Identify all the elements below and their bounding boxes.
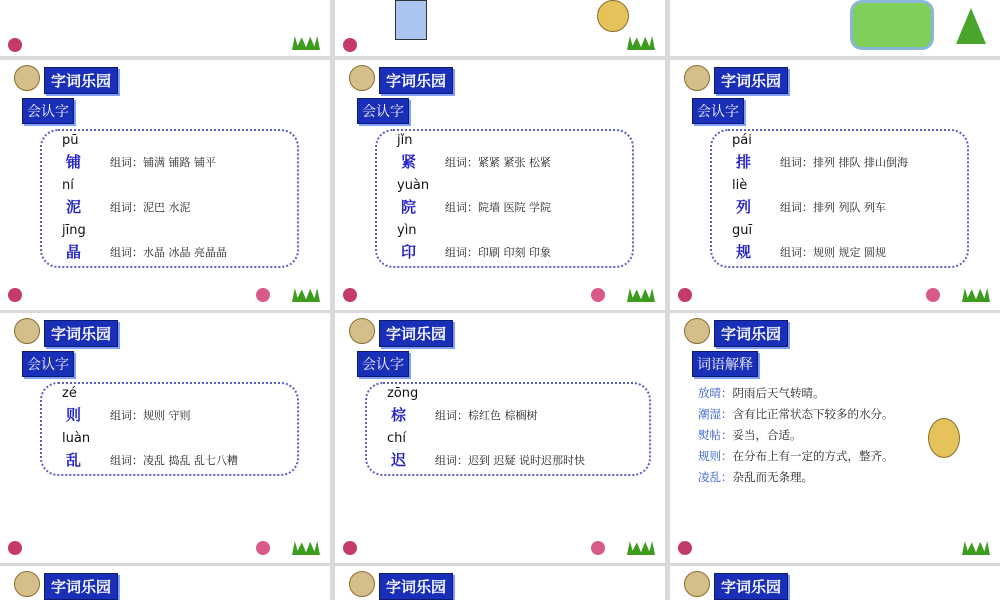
definition-item bbox=[698, 404, 894, 425]
character: 排 bbox=[736, 153, 752, 171]
character: 迟 bbox=[391, 451, 407, 469]
character-row bbox=[712, 221, 967, 266]
word-group: 组词：紧紧 紧张 松紧 bbox=[445, 156, 551, 169]
flower-icon bbox=[343, 38, 357, 52]
character-panel bbox=[40, 129, 299, 268]
slide-renzi-3[interactable] bbox=[670, 60, 1000, 310]
definition-item bbox=[698, 467, 894, 488]
character-panel bbox=[40, 382, 299, 476]
term: 放晴： bbox=[698, 386, 733, 400]
pinyin: yuàn bbox=[397, 178, 430, 193]
definition: 阴雨后天气转晴。 bbox=[732, 386, 825, 400]
flower-icon bbox=[8, 38, 22, 52]
character-row bbox=[377, 131, 632, 176]
word-group: 组词：规则 守则 bbox=[110, 409, 191, 422]
character-panel bbox=[710, 129, 969, 268]
character-row bbox=[377, 176, 632, 221]
grass-icon bbox=[627, 36, 655, 50]
character: 棕 bbox=[391, 406, 407, 424]
pinyin: chí bbox=[387, 431, 406, 446]
snail-icon bbox=[349, 318, 375, 344]
flower-icon bbox=[8, 288, 22, 302]
slide-title: 字词乐园 bbox=[44, 573, 118, 600]
flower-icon bbox=[591, 288, 605, 302]
pinyin: luàn bbox=[62, 431, 91, 446]
pinyin: pái bbox=[732, 133, 752, 148]
slide-partial-2[interactable] bbox=[335, 0, 665, 56]
pinyin: pū bbox=[62, 133, 79, 148]
slide-partial-5[interactable] bbox=[335, 566, 665, 600]
slide-partial-4[interactable] bbox=[0, 566, 330, 600]
slide-title: 字词乐园 bbox=[714, 320, 788, 347]
character-row bbox=[712, 176, 967, 221]
snail-icon bbox=[14, 571, 40, 597]
potato-mascot-icon bbox=[928, 418, 960, 458]
flower-icon bbox=[678, 541, 692, 555]
term: 规则： bbox=[698, 449, 733, 463]
cartoon-tv-icon bbox=[850, 0, 934, 50]
slide-ciyu-jieshi[interactable] bbox=[670, 313, 1000, 563]
grass-icon bbox=[292, 541, 320, 555]
character-row bbox=[377, 221, 632, 266]
grass-icon bbox=[627, 541, 655, 555]
flower-icon bbox=[343, 541, 357, 555]
word-group: 组词：院墙 医院 学院 bbox=[445, 201, 551, 214]
cartoon-character-icon bbox=[395, 0, 427, 40]
character-row bbox=[42, 221, 297, 266]
character-row bbox=[42, 429, 297, 474]
flower-icon bbox=[8, 541, 22, 555]
character: 规 bbox=[736, 243, 752, 261]
snail-icon bbox=[349, 65, 375, 91]
word-group: 组词：泥巴 水泥 bbox=[110, 201, 191, 214]
section-badge: 会认字 bbox=[357, 351, 409, 377]
character-panel bbox=[365, 382, 651, 476]
definition-item bbox=[698, 446, 894, 467]
character: 院 bbox=[401, 198, 417, 216]
tree-icon bbox=[956, 8, 986, 44]
word-group: 组词：水晶 冰晶 亮晶晶 bbox=[110, 246, 227, 259]
character: 印 bbox=[401, 243, 417, 261]
grass-icon bbox=[962, 541, 990, 555]
grass-icon bbox=[627, 288, 655, 302]
character: 则 bbox=[66, 406, 82, 424]
word-group: 组词：印刷 印刻 印象 bbox=[445, 246, 551, 259]
pinyin: zōng bbox=[387, 386, 419, 401]
word-group: 组词：铺满 铺路 铺平 bbox=[110, 156, 216, 169]
character-row bbox=[367, 384, 649, 429]
character: 晶 bbox=[66, 243, 82, 261]
character: 泥 bbox=[66, 198, 82, 216]
flower-icon bbox=[256, 288, 270, 302]
slide-renzi-5[interactable] bbox=[335, 313, 665, 563]
pinyin: zé bbox=[62, 386, 77, 401]
character: 乱 bbox=[66, 451, 82, 469]
grass-icon bbox=[962, 288, 990, 302]
word-group: 组词：排列 列队 列车 bbox=[780, 201, 886, 214]
character-row bbox=[42, 176, 297, 221]
section-badge: 会认字 bbox=[22, 98, 74, 124]
definition-item bbox=[698, 425, 894, 446]
definition: 妥当，合适。 bbox=[732, 428, 802, 442]
slide-partial-6[interactable] bbox=[670, 566, 1000, 600]
definition: 在分布上有一定的方式，整齐。 bbox=[732, 449, 894, 463]
word-group: 组词：迟到 迟疑 说时迟那时快 bbox=[435, 454, 585, 467]
word-group: 组词：规则 规定 圆规 bbox=[780, 246, 886, 259]
slide-renzi-4[interactable] bbox=[0, 313, 330, 563]
slide-renzi-2[interactable] bbox=[335, 60, 665, 310]
slide-title: 字词乐园 bbox=[379, 320, 453, 347]
slide-partial-3[interactable] bbox=[670, 0, 1000, 56]
character-row bbox=[42, 384, 297, 429]
term: 熨帖： bbox=[698, 428, 733, 442]
pinyin: guī bbox=[732, 223, 753, 238]
snail-icon bbox=[684, 318, 710, 344]
section-badge: 会认字 bbox=[22, 351, 74, 377]
slide-title: 字词乐园 bbox=[714, 67, 788, 94]
definition-item bbox=[698, 383, 894, 404]
word-group: 组词：凌乱 捣乱 乱七八糟 bbox=[110, 454, 238, 467]
character-row bbox=[367, 429, 649, 474]
flower-icon bbox=[678, 288, 692, 302]
pinyin: jīng bbox=[62, 223, 86, 238]
section-badge: 会认字 bbox=[692, 98, 744, 124]
definition: 含有比正常状态下较多的水分。 bbox=[732, 407, 894, 421]
slide-title: 字词乐园 bbox=[44, 67, 118, 94]
flower-icon bbox=[256, 541, 270, 555]
pinyin: liè bbox=[732, 178, 748, 193]
slide-partial-1[interactable] bbox=[0, 0, 330, 56]
snail-icon bbox=[684, 571, 710, 597]
slide-title: 字词乐园 bbox=[379, 573, 453, 600]
slide-title: 字词乐园 bbox=[714, 573, 788, 600]
slide-title: 字词乐园 bbox=[44, 320, 118, 347]
section-badge: 词语解释 bbox=[692, 351, 758, 377]
definition: 杂乱而无条理。 bbox=[732, 470, 813, 484]
character-row bbox=[712, 131, 967, 176]
character-panel bbox=[375, 129, 634, 268]
section-badge: 会认字 bbox=[357, 98, 409, 124]
definition-list bbox=[698, 383, 894, 488]
grass-icon bbox=[292, 288, 320, 302]
snail-icon bbox=[14, 65, 40, 91]
pinyin: yìn bbox=[397, 223, 417, 238]
pinyin: ní bbox=[62, 178, 74, 193]
snail-icon bbox=[684, 65, 710, 91]
grass-icon bbox=[292, 36, 320, 50]
snail-icon bbox=[14, 318, 40, 344]
term: 潮湿： bbox=[698, 407, 733, 421]
character: 紧 bbox=[401, 153, 417, 171]
flower-icon bbox=[343, 288, 357, 302]
character: 铺 bbox=[66, 153, 82, 171]
character-row bbox=[42, 131, 297, 176]
term: 凌乱： bbox=[698, 470, 733, 484]
flower-icon bbox=[591, 541, 605, 555]
cartoon-character-icon bbox=[597, 0, 629, 32]
slide-title: 字词乐园 bbox=[379, 67, 453, 94]
word-group: 组词：棕红色 棕榈树 bbox=[435, 409, 538, 422]
snail-icon bbox=[349, 571, 375, 597]
slide-renzi-1[interactable] bbox=[0, 60, 330, 310]
word-group: 组词：排列 排队 排山倒海 bbox=[780, 156, 908, 169]
character: 列 bbox=[736, 198, 752, 216]
pinyin: jǐn bbox=[397, 133, 413, 148]
flower-icon bbox=[926, 288, 940, 302]
